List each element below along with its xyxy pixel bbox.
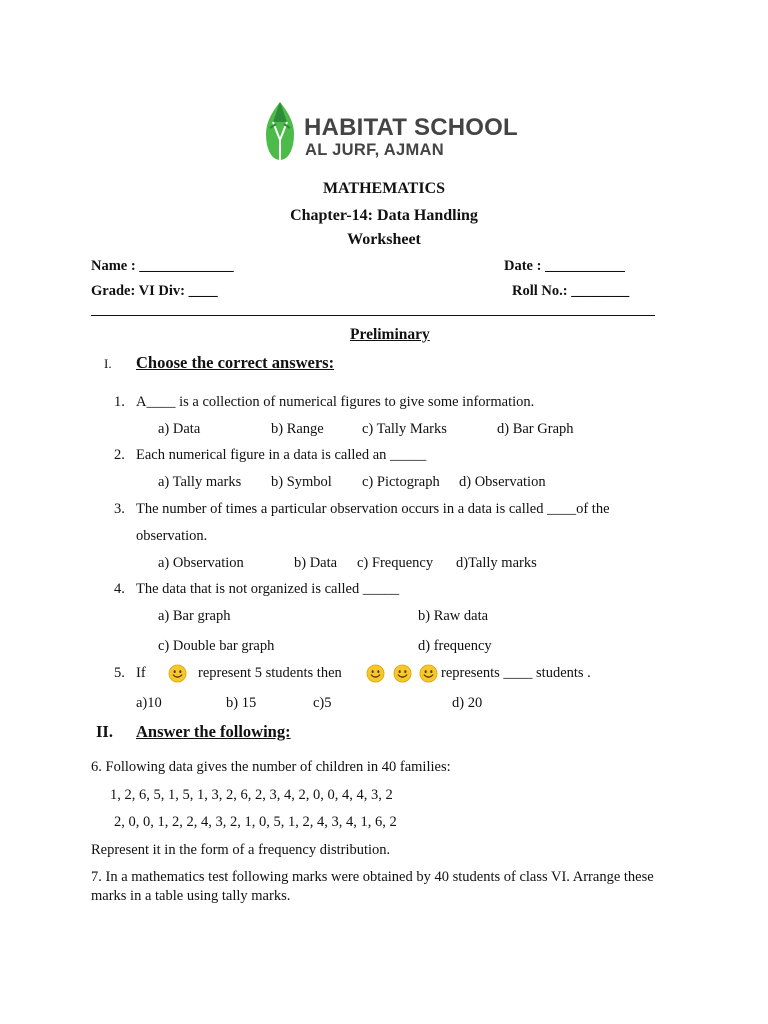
section-2-numeral: II. bbox=[96, 722, 113, 741]
q3-text-continued: observation. bbox=[136, 528, 208, 544]
subject-title: MATHEMATICS bbox=[322, 180, 446, 197]
preliminary-heading: Preliminary bbox=[350, 326, 430, 343]
q3-number: 3. bbox=[114, 501, 125, 517]
chapter-title: Chapter-14: Data Handling bbox=[290, 207, 478, 224]
q6-data-row-1: 1, 2, 6, 5, 1, 5, 1, 3, 2, 6, 2, 3, 4, 2, 0, 0, 4, 4, 3, 2 bbox=[110, 787, 393, 803]
smiley-face-icon bbox=[168, 664, 187, 683]
q5-option-a: a)10 bbox=[136, 695, 162, 711]
section-1-numeral: I. bbox=[104, 356, 112, 371]
q5-option-b: b) 15 bbox=[226, 695, 257, 711]
school-logo-icon bbox=[262, 100, 298, 162]
smiley-face-icon bbox=[366, 664, 385, 683]
q1-text: A____ is a collection of numerical figures to give some information. bbox=[136, 394, 535, 410]
q3-text: The number of times a particular observation occurs in a data is called ____of the bbox=[136, 501, 610, 517]
divider-line bbox=[91, 315, 655, 316]
q5-number: 5. bbox=[114, 665, 125, 681]
q3-option-a: a) Observation bbox=[158, 555, 244, 571]
section-1-title: Choose the correct answers: bbox=[136, 353, 335, 372]
q1-option-c: c) Tally Marks bbox=[362, 421, 447, 437]
q5-text-middle: represent 5 students then bbox=[198, 665, 342, 681]
q4-option-d: d) frequency bbox=[418, 638, 492, 654]
q1-option-b: b) Range bbox=[271, 421, 324, 437]
q7-text-line-1: 7. In a mathematics test following marks were obtained by 40 students of class VI. Arrange these bbox=[91, 869, 654, 885]
q4-option-c: c) Double bar graph bbox=[158, 638, 275, 654]
q1-option-d: d) Bar Graph bbox=[497, 421, 574, 437]
q6-instruction: Represent it in the form of a frequency distribution. bbox=[91, 842, 391, 858]
q4-option-b: b) Raw data bbox=[418, 608, 489, 624]
q2-option-d: d) Observation bbox=[459, 474, 546, 490]
q4-number: 4. bbox=[114, 581, 125, 597]
date-field: Date : ___________ bbox=[504, 258, 625, 274]
q5-option-d: d) 20 bbox=[452, 695, 483, 711]
q2-option-a: a) Tally marks bbox=[158, 474, 242, 490]
name-field: Name : _____________ bbox=[91, 258, 234, 274]
q3-option-c: c) Frequency bbox=[357, 555, 434, 571]
q3-option-d: d)Tally marks bbox=[456, 555, 537, 571]
q5-text-end: represents ____ students . bbox=[441, 665, 591, 681]
q2-text: Each numerical figure in a data is called an _____ bbox=[136, 447, 427, 463]
q1-option-a: a) Data bbox=[158, 421, 201, 437]
smiley-face-icon bbox=[393, 664, 412, 683]
q5-option-c: c)5 bbox=[313, 695, 332, 711]
section-2-title: Answer the following: bbox=[136, 722, 291, 741]
school-name: HABITAT SCHOOL bbox=[304, 114, 518, 141]
grade-div-field: Grade: VI Div: ____ bbox=[91, 283, 218, 299]
q1-number: 1. bbox=[114, 394, 125, 410]
roll-no-field: Roll No.: ________ bbox=[512, 283, 630, 299]
worksheet-title: Worksheet bbox=[347, 231, 421, 248]
q2-option-b: b) Symbol bbox=[271, 474, 332, 490]
q4-option-a: a) Bar graph bbox=[158, 608, 231, 624]
q6-text: 6. Following data gives the number of children in 40 families: bbox=[91, 759, 451, 775]
q4-text: The data that is not organized is called _____ bbox=[136, 581, 400, 597]
q3-option-b: b) Data bbox=[294, 555, 338, 571]
q6-data-row-2: 2, 0, 0, 1, 2, 2, 4, 3, 2, 1, 0, 5, 1, 2, 4, 3, 4, 1, 6, 2 bbox=[114, 814, 397, 830]
q7-text-line-2: marks in a table using tally marks. bbox=[91, 888, 291, 904]
smiley-face-icon bbox=[419, 664, 438, 683]
q2-option-c: c) Pictograph bbox=[362, 474, 440, 490]
q5-if: If bbox=[136, 665, 146, 681]
q2-number: 2. bbox=[114, 447, 125, 463]
school-location: AL JURF, AJMAN bbox=[305, 141, 444, 159]
